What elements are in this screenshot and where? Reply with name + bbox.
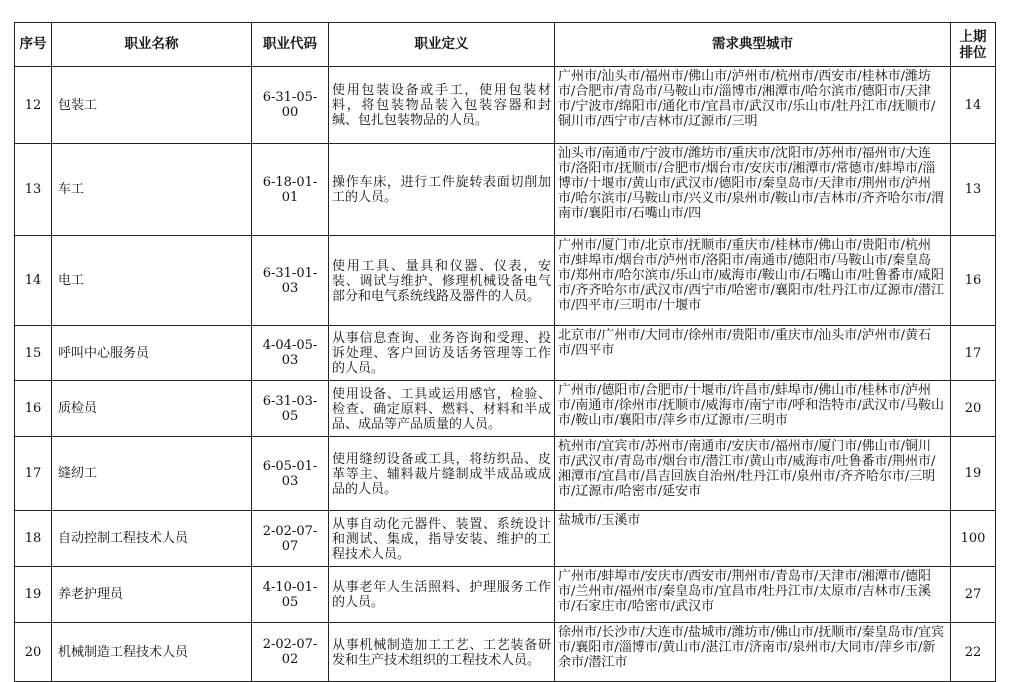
row-occupation-code: 2-02-07-07 xyxy=(262,523,318,554)
row-last-rank: 22 xyxy=(964,644,982,660)
row-last-rank: 13 xyxy=(964,182,982,197)
row-cities-cell xyxy=(555,381,951,437)
row-no-cell xyxy=(15,236,52,326)
row-occupation-code-cell xyxy=(252,144,329,236)
row-occupation-code-cell xyxy=(252,623,329,682)
row-definition-cell xyxy=(329,381,555,437)
row-definition: 从事自动化元器件、装置、系统设计和测试、集成，指导安装、维护的工程技术人员。 xyxy=(332,516,551,562)
row-last-rank-cell xyxy=(951,381,996,437)
row-occupation-name-cell xyxy=(52,567,252,623)
row-cities: 徐州市/长沙市/大连市/盐城市/潍坊市/佛山市/抚顺市/秦皇岛市/宜宾市/襄阳市/淄博市/黄山市/湛江市/济南市/泉州市/大同市/萍乡市/新余市/潜江市 xyxy=(558,625,945,670)
row-occupation-name-cell xyxy=(52,144,252,236)
header-no: 序号 xyxy=(15,23,52,67)
row-definition: 从事老年人生活照料、护理服务工作的人员。 xyxy=(332,580,551,610)
row-cities: 广州市/蚌埠市/安庆市/西安市/荆州市/青岛市/天津市/湘潭市/德阳市/兰州市/福州市/秦皇岛市/宜昌市/牡丹江市/太原市/吉林市/玉溪市/石家庄市/哈密市/武汉市 xyxy=(558,569,932,614)
row-occupation-code-cell xyxy=(252,437,329,511)
row-occupation-code: 4-04-05-03 xyxy=(262,338,318,368)
row-occupation-name: 缝纫工 xyxy=(58,466,98,481)
row-occupation-name-cell xyxy=(52,623,252,682)
row-no: 16 xyxy=(24,401,42,416)
row-no: 13 xyxy=(24,182,42,197)
row-occupation-name: 质检员 xyxy=(58,401,98,416)
row-definition-cell xyxy=(329,236,555,326)
row-occupation-name: 养老护理员 xyxy=(58,587,124,602)
row-cities-cell xyxy=(555,511,951,567)
row-last-rank: 27 xyxy=(964,587,982,602)
row-definition-cell xyxy=(329,437,555,511)
row-no-cell xyxy=(15,567,52,623)
row-no: 18 xyxy=(24,531,42,546)
row-last-rank: 14 xyxy=(964,97,982,113)
table-row xyxy=(15,381,996,437)
row-no: 20 xyxy=(24,644,42,660)
row-definition-cell xyxy=(329,67,555,144)
row-cities-cell xyxy=(555,437,951,511)
occupation-demand-table xyxy=(14,22,996,682)
row-occupation-name-cell xyxy=(52,511,252,567)
row-last-rank-cell xyxy=(951,144,996,236)
row-cities-cell xyxy=(555,326,951,381)
row-no: 12 xyxy=(24,97,42,113)
row-definition-cell xyxy=(329,511,555,567)
table-row xyxy=(15,623,996,682)
row-occupation-code: 2-02-07-02 xyxy=(262,637,318,667)
row-definition-cell xyxy=(329,326,555,381)
row-definition: 从事机械制造加工工艺、工艺装备研发和生产技术组织的工程技术人员。 xyxy=(332,637,551,668)
row-no: 15 xyxy=(24,345,42,361)
row-occupation-code: 4-10-01-05 xyxy=(262,579,318,610)
row-last-rank-cell xyxy=(951,567,996,623)
row-occupation-code-cell xyxy=(252,511,329,567)
row-occupation-name-cell xyxy=(52,236,252,326)
row-no-cell xyxy=(15,623,52,682)
row-occupation-name-cell xyxy=(52,381,252,437)
header-definition: 职业定义 xyxy=(329,23,555,67)
table-row xyxy=(15,144,996,236)
row-no-cell xyxy=(15,511,52,567)
table-row xyxy=(15,437,996,511)
document-page xyxy=(14,22,996,682)
row-occupation-code: 6-31-03-05 xyxy=(262,393,318,424)
row-occupation-name-cell xyxy=(52,67,252,144)
row-last-rank-cell xyxy=(951,623,996,682)
row-last-rank-cell xyxy=(951,236,996,326)
header-name: 职业名称 xyxy=(52,23,252,67)
row-cities: 汕头市/南通市/宁波市/潍坊市/重庆市/沈阳市/苏州市/福州市/大连市/洛阳市/抚顺市/合肥市/烟台市/安庆市/湘潭市/常德市/蚌埠市/淄博市/十堰市/黄山市/武汉市/德阳市/秦皇岛市/天津市/荆州市/泸州市/哈尔滨市/马鞍山市/兴义市/泉州市/鞍山市/吉林市/齐齐哈尔市/渭南市/襄阳市/石嘴山市/四 xyxy=(558,146,945,221)
row-last-rank-cell xyxy=(951,511,996,567)
row-definition: 操作车床，进行工件旋转表面切削加工的人员。 xyxy=(332,175,551,205)
row-occupation-name-cell xyxy=(52,326,252,381)
row-cities: 广州市/厦门市/北京市/抚顺市/重庆市/桂林市/佛山市/贵阳市/杭州市/蚌埠市/烟台市/泸州市/洛阳市/南通市/德阳市/马鞍山市/秦皇岛市/郑州市/哈尔滨市/乐山市/威海市/鞍山市/石嘴山市/吐鲁番市/咸阳市/齐齐哈尔市/武汉市/西宁市/哈密市/襄阳市/牡丹江市/辽源市/潜江市/四平市/三明市/十堰市 xyxy=(558,238,945,313)
row-cities: 北京市/广州市/大同市/徐州市/贵阳市/重庆市/汕头市/泸州市/黄石市/四平市 xyxy=(558,328,932,358)
row-no: 19 xyxy=(24,587,42,602)
row-occupation-code-cell xyxy=(252,567,329,623)
row-occupation-name: 自动控制工程技术人员 xyxy=(58,531,189,546)
table-row xyxy=(15,567,996,623)
row-occupation-code-cell xyxy=(252,67,329,144)
table-header-row xyxy=(15,23,996,67)
row-no-cell xyxy=(15,326,52,381)
row-cities-cell xyxy=(555,144,951,236)
row-last-rank: 19 xyxy=(964,466,982,481)
row-definition: 使用工具、量具和仪器、仪表，安装、调试与维护、修理机械设备电气部分和电气系统线路及器件的人员。 xyxy=(332,258,551,304)
table-row xyxy=(15,236,996,326)
header-cities: 需求典型城市 xyxy=(555,23,951,67)
row-no: 17 xyxy=(24,466,42,481)
row-occupation-code: 6-31-01-03 xyxy=(262,265,318,296)
row-no: 14 xyxy=(24,273,42,288)
table-row xyxy=(15,326,996,381)
row-occupation-code: 6-05-01-03 xyxy=(262,458,318,489)
row-no-cell xyxy=(15,144,52,236)
row-cities: 广州市/汕头市/福州市/佛山市/泸州市/杭州市/西安市/桂林市/潍坊市/合肥市/青岛市/马鞍山市/淄博市/湘潭市/哈尔滨市/德阳市/天津市/宁波市/绵阳市/通化市/宜昌市/武汉市/乐山市/牡丹江市/抚顺市/铜川市/西宁市/吉林市/辽源市/三明 xyxy=(558,69,936,129)
row-no-cell xyxy=(15,381,52,437)
row-occupation-code: 6-31-05-00 xyxy=(262,90,318,120)
row-definition-cell xyxy=(329,567,555,623)
row-occupation-name: 机械制造工程技术人员 xyxy=(58,644,189,660)
row-last-rank-cell xyxy=(951,326,996,381)
row-definition: 使用包装设备或手工，使用包装材料，将包装物品装入包装容器和封缄、包扎包装物品的人员。 xyxy=(332,83,551,128)
header-rank xyxy=(951,23,996,67)
row-occupation-code: 6-18-01-01 xyxy=(262,174,318,205)
row-last-rank: 16 xyxy=(964,273,982,288)
row-occupation-name-cell xyxy=(52,437,252,511)
row-occupation-name: 包装工 xyxy=(58,97,98,113)
row-occupation-code-cell xyxy=(252,381,329,437)
row-occupation-name: 呼叫中心服务员 xyxy=(58,345,150,361)
row-cities: 盐城市/玉溪市 xyxy=(558,513,641,528)
header-rank-text: 上期排位 xyxy=(959,28,987,61)
row-last-rank-cell xyxy=(951,67,996,144)
table-row xyxy=(15,511,996,567)
row-definition: 从事信息查询、业务咨询和受理、投诉处理、客户回访及话务管理等工作的人员。 xyxy=(332,331,551,376)
row-definition-cell xyxy=(329,623,555,682)
row-last-rank: 100 xyxy=(960,531,986,546)
row-cities-cell xyxy=(555,67,951,144)
row-last-rank: 17 xyxy=(964,345,982,361)
row-cities-cell xyxy=(555,623,951,682)
row-definition: 使用缝纫设备或工具，将纺织品、皮革等主、辅料裁片缝制成半成品或成品的人员。 xyxy=(332,451,551,497)
row-occupation-code-cell xyxy=(252,326,329,381)
row-definition-cell xyxy=(329,144,555,236)
row-last-rank-cell xyxy=(951,437,996,511)
table-row xyxy=(15,67,996,144)
row-occupation-name: 电工 xyxy=(58,273,85,288)
row-definition: 使用设备、工具或运用感官，检验、检查、确定原料、燃料、材料和半成品、成品等产品质量的人员。 xyxy=(332,386,551,432)
row-cities: 广州市/德阳市/合肥市/十堰市/许昌市/蚌埠市/佛山市/桂林市/泸州市/南通市/徐州市/抚顺市/威海市/南宁市/呼和浩特市/武汉市/马鞍山市/鞍山市/襄阳市/萍乡市/辽源市/三明市 xyxy=(558,383,945,428)
header-code: 职业代码 xyxy=(252,23,329,67)
row-cities-cell xyxy=(555,236,951,326)
row-cities-cell xyxy=(555,567,951,623)
row-last-rank: 20 xyxy=(964,401,982,416)
row-occupation-code-cell xyxy=(252,236,329,326)
row-cities: 杭州市/宜宾市/苏州市/南通市/安庆市/福州市/厦门市/佛山市/铜川市/武汉市/青岛市/烟台市/潜江市/黄山市/威海市/吐鲁番市/荆州市/湘潭市/宜昌市/昌吉回族自治州/牡丹江市/泉州市/齐齐哈尔市/三明市/辽源市/哈密市/延安市 xyxy=(558,439,936,499)
row-no-cell xyxy=(15,67,52,144)
row-no-cell xyxy=(15,437,52,511)
row-occupation-name: 车工 xyxy=(58,182,85,197)
